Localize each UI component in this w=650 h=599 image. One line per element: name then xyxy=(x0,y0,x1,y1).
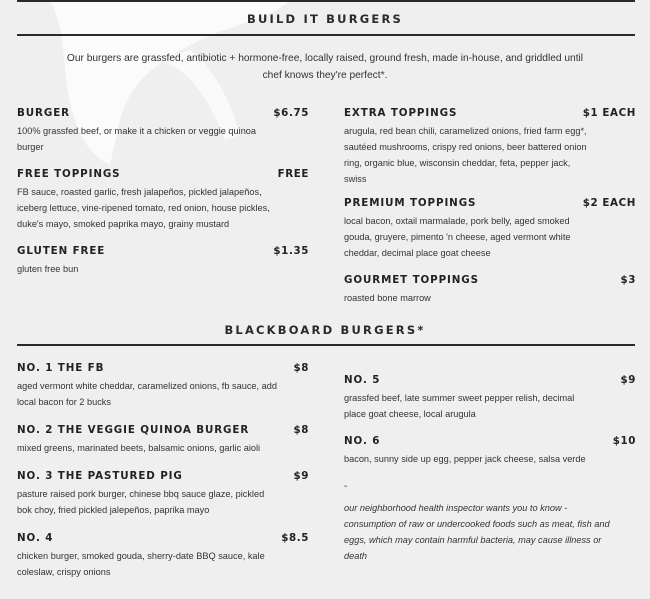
item-description: arugula, red bean chili, caramelized onions, fried farm egg*, sautéed mushrooms, crispy red onions, beer battered onion ring, organic blue, wisconsin cheddar, feta, pepper jack, swiss xyxy=(344,126,587,184)
item-description: grassfed beef, late summer sweet pepper relish, decimal place goat cheese, local arugula xyxy=(344,393,575,419)
item-name: NO. 1 THE FB xyxy=(17,362,105,374)
item-name: NO. 4 xyxy=(17,532,54,544)
menu-item-burger xyxy=(17,107,309,155)
health-note-dash: - xyxy=(344,481,348,492)
item-price: $3 xyxy=(620,274,636,286)
item-price: $1.35 xyxy=(273,245,309,257)
item-name: NO. 6 xyxy=(344,435,381,447)
menu-item-gourmet-toppings xyxy=(344,274,636,306)
item-description: roasted bone marrow xyxy=(344,293,431,303)
item-name: PREMIUM TOPPINGS xyxy=(344,197,477,209)
build-intro: Our burgers are grassfed, antibiotic + hormone-free, locally raised, ground fresh, made in-house, and griddled until chef knows they're perfect*. xyxy=(66,53,584,81)
menu-item-no3 xyxy=(17,470,309,518)
item-price: FREE xyxy=(277,168,309,180)
item-price: $10 xyxy=(612,435,636,447)
item-price: $2 EACH xyxy=(582,197,636,209)
item-price: $8 xyxy=(293,424,309,436)
top-rule xyxy=(17,0,635,2)
item-description: gluten free bun xyxy=(17,264,79,274)
item-description: aged vermont white cheddar, caramelized onions, fb sauce, add local bacon for 2 bucks xyxy=(17,381,277,407)
menu-item-free-toppings xyxy=(17,168,309,232)
menu-item-no5 xyxy=(344,374,636,422)
item-name: GLUTEN FREE xyxy=(17,245,106,257)
blackboard-section-title: BLACKBOARD BURGERS* xyxy=(224,323,426,337)
item-description: mixed greens, marinated beets, balsamic onions, garlic aioli xyxy=(17,443,261,453)
item-name: BURGER xyxy=(17,107,70,119)
menu-item-no2 xyxy=(17,424,309,456)
menu-item-no6 xyxy=(344,435,636,467)
item-description: local bacon, oxtail marmalade, pork belly, aged smoked gouda, gruyere, pimento 'n cheese, aged vermont white cheddar, decimal place goat cheese xyxy=(344,216,571,258)
item-price: $9 xyxy=(293,470,309,482)
item-description: FB sauce, roasted garlic, fresh jalapeños, pickled jalapeños, iceberg lettuce, vine-ripened tomato, red onion, house pickles, duke's mayo, smoked paprika mayo, grainy mustard xyxy=(17,187,270,229)
menu-item-no4 xyxy=(17,532,309,580)
health-inspector-note: our neighborhood health inspector wants you to know - consumption of raw or undercooked foods such as meat, fish and eggs, which may contain harmful bacteria, may cause illness or death xyxy=(344,503,610,561)
item-price: $8.5 xyxy=(281,532,309,544)
item-name: NO. 5 xyxy=(344,374,381,386)
item-description: bacon, sunny side up egg, pepper jack cheese, salsa verde xyxy=(344,454,586,464)
item-description: pasture raised pork burger, chinese bbq sauce glaze, pickled bok choy, fried pickled jalepeños, paprika mayo xyxy=(17,489,265,515)
item-price: $1 EACH xyxy=(582,107,636,119)
item-price: $6.75 xyxy=(273,107,309,119)
menu-item-gluten-free xyxy=(17,245,309,277)
menu-item-no1 xyxy=(17,362,309,410)
build-title-rule xyxy=(17,34,635,36)
menu-item-extra-toppings xyxy=(344,107,636,187)
item-name: FREE TOPPINGS xyxy=(17,168,121,180)
item-name: EXTRA TOPPINGS xyxy=(344,107,458,119)
blackboard-title-rule xyxy=(17,344,635,346)
item-name: NO. 3 THE PASTURED PIG xyxy=(17,470,183,482)
item-price: $9 xyxy=(620,374,636,386)
item-name: NO. 2 THE VEGGIE QUINOA BURGER xyxy=(17,424,250,436)
build-section-title: BUILD IT BURGERS xyxy=(247,12,403,26)
item-name: GOURMET TOPPINGS xyxy=(344,274,479,286)
item-price: $8 xyxy=(293,362,309,374)
menu-item-premium-toppings xyxy=(344,197,636,261)
item-description: 100% grassfed beef, or make it a chicken or veggie quinoa burger xyxy=(17,126,257,152)
item-description: chicken burger, smoked gouda, sherry-date BBQ sauce, kale coleslaw, crispy onions xyxy=(17,551,265,577)
